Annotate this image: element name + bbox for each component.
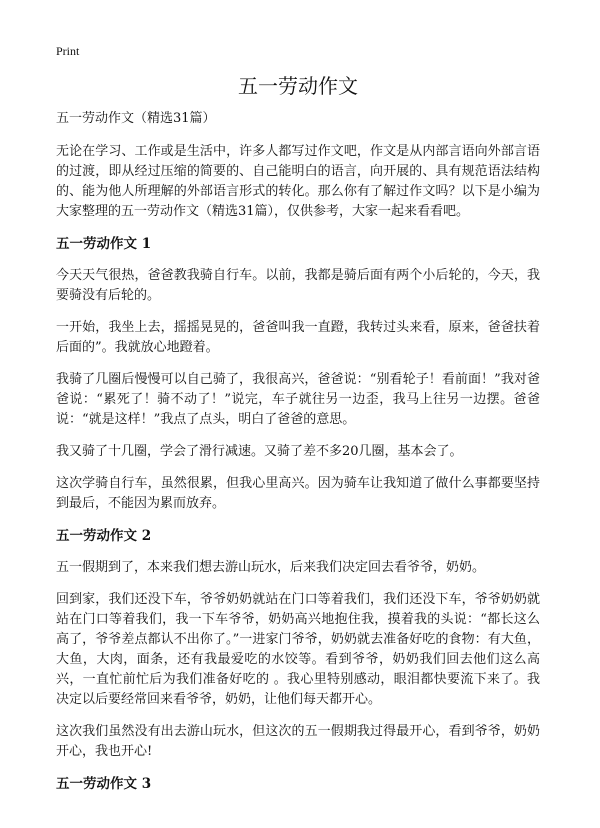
section-heading-2: 五一劳动作文 2 — [56, 528, 152, 544]
paragraph: 这次学骑自行车，虽然很累，但我心里高兴。因为骑车让我知道了做什么事都要坚持到最后，不能因为累而放弃。 — [56, 476, 540, 511]
print-link[interactable]: Print — [56, 44, 80, 58]
paragraph: 我骑了几圈后慢慢可以自己骑了，我很高兴，爸爸说：“别看轮子！看前面！”我对爸爸说：“累死了！骑不动了！”说完，车子就往另一边歪，我马上往另一边摆。爸爸说：“就是这样！”我点了点头，明白了爸爸的意思。 — [56, 372, 540, 427]
section-heading-1: 五一劳动作文 1 — [56, 236, 152, 252]
paragraph: 五一假期到了，本来我们想去游山玩水，后来我们决定回去看爷爷，奶奶。 — [56, 560, 486, 575]
section-heading-3: 五一劳动作文 3 — [56, 776, 152, 792]
paragraph: 这次我们虽然没有出去游山玩水，但这次的五一假期我过得最开心，看到爷爷，奶奶开心，我也开心! — [56, 724, 540, 759]
intro-paragraph: 无论在学习、工作或是生活中，许多人都写过作文吧，作文是从内部言语向外部言语的过渡，即从经过压缩的简要的、自己能明白的语言，向开展的、具有规范语法结构的、能为他人所理解的外部语言形式的转化。那么你有了解过作文吗？以下是小编为大家整理的五一劳动作文（精选31篇），仅供参考，大家一起来看看吧。 — [56, 144, 540, 219]
subtitle: 五一劳动作文（精选31篇） — [56, 111, 216, 126]
paragraph: 今天天气很热，爸爸教我骑自行车。以前，我都是骑后面有两个小后轮的，今天，我要骑没有后轮的。 — [56, 268, 540, 303]
paragraph: 一开始，我坐上去，摇摇晃晃的，爸爸叫我一直蹬，我转过头来看，原来，爸爸扶着后面的”。我就放心地蹬着。 — [56, 320, 540, 355]
page-title: 五一劳动作文 — [238, 74, 358, 98]
paragraph: 我又骑了十几圈，学会了滑行减速。又骑了差不多20几圈，基本会了。 — [56, 444, 463, 459]
paragraph: 回到家，我们还没下车，爷爷奶奶就站在门口等着我们，我们还没下车，爷爷奶奶就站在门口等着我们，我一下车爷爷，奶奶高兴地抱住我，摸着我的头说：“都长这么高了，爷爷差点都认不出你了。”一进家门爷爷，奶奶就去准备好吃的食物：有大鱼，大鱼，大肉，面条，还有我最爱吃的水饺等。看到爷爷，奶奶我们回去他们这么高兴，一直忙前忙后为我们准备好吃的 。我心里特别感动，眼泪都快要流下来了。我决定以后要经常回来看爷爷，奶奶，让他们每天都开心。 — [56, 592, 540, 707]
